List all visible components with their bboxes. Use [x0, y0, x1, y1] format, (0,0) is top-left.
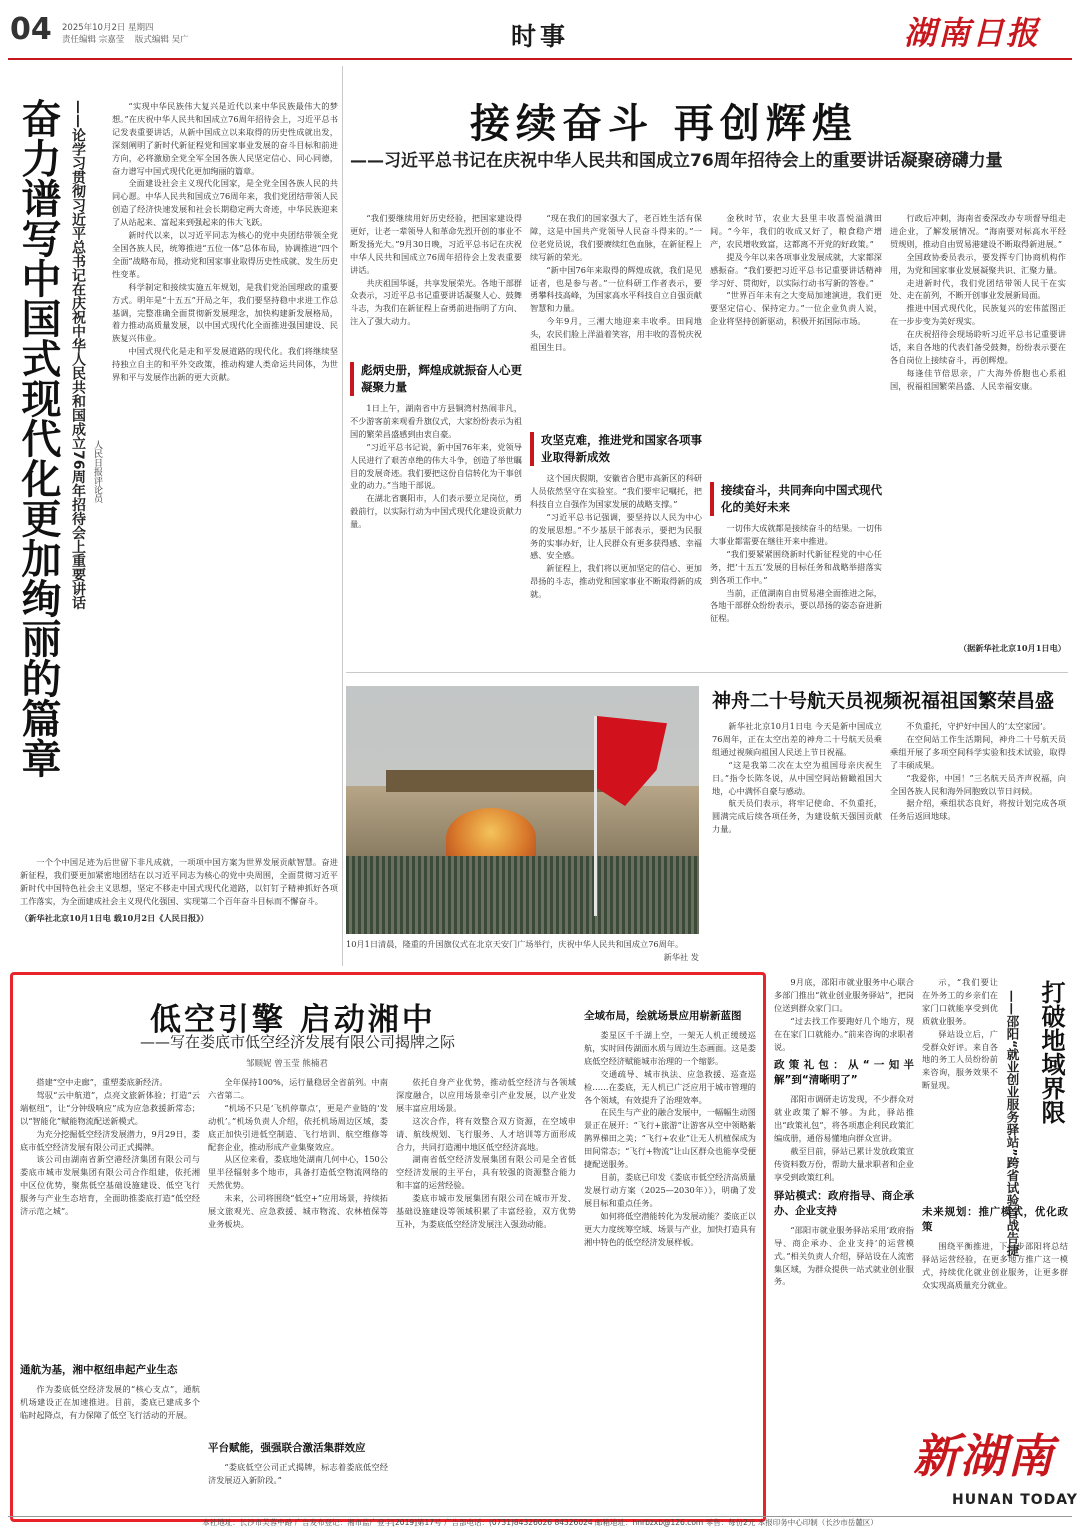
paragraph: 全国政协委员表示，要发挥专门协商机构作用，为党和国家事业发展凝聚共识、汇聚力量。 — [890, 251, 1066, 275]
feature-col-1b — [20, 1358, 200, 1512]
paragraph: 在庆祝招待会现场聆听习近平总书记重要讲话，来自各地的代表们备受鼓舞，纷纷表示要在各自岗位上接续奋斗，再创辉煌。 — [890, 329, 1066, 365]
paragraph: 娄星区千千湖上空，一架无人机正缓缓巡航，实时回传湖面水质与周边生态画面。这是娄底低空经济赋能城市治理的一个缩影。 — [584, 1030, 756, 1066]
paragraph: 湖南省低空经济发展集团有限公司是全省低空经济发展的主平台，具有较强的资源整合能力和丰富的运营经验。 — [396, 1154, 576, 1191]
photo-caption — [346, 938, 699, 964]
main-col-4 — [890, 212, 1066, 642]
paragraph: “机场不只是‘飞机停靠点’，更是产业链的‘发动机’。”机场负责人介绍，依托机场周边区域，娄底正加快引进低空制造、飞行培训、航空维修等配套企业，推动形成产业集聚效应。 — [208, 1102, 388, 1152]
right-article-body — [922, 976, 998, 1186]
commentary-body — [112, 100, 338, 840]
paragraph: “我爱你，中国！”三名航天员齐声祝福，向全国各族人民和海外同胞致以节日问候。 — [890, 772, 1066, 796]
paragraph: “世界百年未有之大变局加速演进，我们更要坚定信心、保持定力。”一位企业负责人说，企业将坚持创新驱动，积极开拓国际市场。 — [710, 290, 882, 327]
paragraph: 9月底，邵阳市就业服务中心联合多部门推出“就业创业服务驿站”，把岗位送到群众家门口。 — [774, 977, 914, 1013]
commentary-byline: 人民日报评论员 — [92, 440, 102, 503]
paragraph: 目前，娄底已印发《娄底市低空经济高质量发展行动方案（2025—2030年）》，明确了发展目标和重点任务。 — [584, 1171, 756, 1208]
paragraph: “邵阳市就业服务驿站采用‘政府指导、商企承办、企业支持’的运营模式。”相关负责人介绍，驿站设在人流密集区域，为群众提供一站式就业创业服务。 — [774, 1224, 914, 1287]
paragraph: 科学制定和接续实施五年规划，是我们党治国理政的重要方式。明年是“十五五”开局之年，我们要坚持稳中求进工作总基调，完整准确全面贯彻新发展理念，加快构建新发展格局，着力推动高质量发展，以中国式现代化全面推进强国建设、民族复兴伟业。 — [112, 281, 338, 344]
paragraph: 在空间站工作生活期间，神舟二十号航天员乘组开展了多项空间科学实验和技术试验，取得了丰硕成果。 — [890, 733, 1066, 770]
paragraph: 1日上午，湖南省中方县铜湾村热闹非凡，不少游客前来观看升旗仪式，大家纷纷表示为祖国的繁荣昌盛感到由衷自豪。 — [350, 403, 522, 439]
paragraph: 金秋时节，农业大县里丰收喜悦溢满田间。“今年，我们的收成又好了，粮食稳产增产，农民增收致富，这都离不开党的好政策。” — [710, 213, 882, 249]
paragraph: “新中国76年来取得的辉煌成就，我们是见证者，也是参与者。”一位科研工作者表示，要勇攀科技高峰，为国家高水平科技自立自强贡献智慧和力量。 — [530, 264, 702, 314]
hunan-today-logo: HUNAN TODAY — [952, 1492, 1078, 1508]
paragraph: 共庆祖国华诞，共享发展荣光。各地干部群众表示，习近平总书记重要讲话凝聚人心、鼓舞斗志，为我们在新征程上奋勇前进指明了方向、注入了强大动力。 — [350, 277, 522, 327]
paragraph: 行政后冲刺，海南省委深改办专项督导组走进企业，了解发展情况。“海南要对标高水平经贸规则，推动自由贸易港建设不断取得新进展。” — [890, 213, 1066, 249]
main-col-3b — [710, 522, 882, 672]
main-source-text: （据新华社北京10月1日电） — [958, 643, 1066, 653]
section-heading: 接续奋斗，共同奔向中国式现代化的美好未来 — [710, 482, 882, 516]
paragraph: 未来，公司将围绕“低空+”应用场景，持续拓展文旅观光、应急救援、城市物流、农林植保等业务板块。 — [208, 1193, 388, 1229]
commentary-body-bottom — [20, 856, 338, 960]
section-heading: 彪炳史册，辉煌成就振奋人心更凝聚力量 — [350, 362, 522, 396]
commentary-source: （新华社北京10月1日电 载10月2日《人民日报》） — [20, 912, 209, 923]
paragraph: 新时代以来，以习近平同志为核心的党中央团结带领全党全国各族人民，统筹推进“五位一体”总体布局，协调推进“四个全面”战略布局，推动党和国家事业取得历史性成就、发生历史性变革。 — [112, 230, 338, 279]
feature-col-2b — [208, 1436, 388, 1512]
column-rule — [342, 66, 343, 966]
flagpole — [594, 716, 597, 916]
paragraph: 搭建“空中走廊”，重塑娄底新经济。 — [36, 1077, 168, 1087]
paragraph: 驿站设立后，广受群众好评。来自各地的务工人员纷纷前来咨询，服务效果不断显现。 — [922, 1028, 998, 1091]
date-line: 2025年10月2日 星期四 — [62, 23, 154, 33]
main-col-2b — [530, 472, 702, 672]
paragraph: 这个国庆假期，安徽省合肥市高新区的科研人员依然坚守在实验室。“我们要牢记嘱托，把科技自立自强作为国家发展的战略支撑。” — [530, 473, 702, 509]
paragraph: 邵阳市调研走访发现，不少群众对就业政策了解不够。为此，驿站推出“政策礼包”，将各项惠企利民政策汇编成册，通俗易懂地向群众宣讲。 — [774, 1094, 914, 1144]
right-article-subtitle: ——邵阳“就业创业服务驿站”跨省试验首战告捷 — [1005, 990, 1020, 1257]
shenzhou-col-2 — [890, 720, 1066, 960]
paragraph: “现在我们的国家强大了，老百姓生活有保障，这是中国共产党领导人民奋斗得来的。”一位老党员说，我们要赓续红色血脉，在新征程上续写新的荣光。 — [530, 213, 702, 262]
photo-caption-text: 10月1日清晨，隆重的升国旗仪式在北京天安门广场举行，庆祝中华人民共和国成立76周年。 — [346, 939, 684, 949]
editor-line: 版式编辑 吴广 — [134, 35, 189, 45]
page-number: 04 — [10, 12, 52, 47]
paragraph: 为充分挖掘低空经济发展潜力，9月29日，娄底市低空经济发展有限公司正式揭牌。 — [20, 1128, 200, 1152]
paragraph: 提及今年以来各项事业发展成就，大家都深感振奋。“我们要把习近平总书记重要讲话精神学习好、贯彻好，以实际行动书写新的答卷。” — [710, 251, 882, 288]
feature-section-heading: 全域布局，绘就场景应用崭新蓝图 — [584, 1010, 742, 1022]
shenzhou-headline: 神舟二十号航天员视频祝福祖国繁荣昌盛 — [712, 690, 1055, 712]
side-section-heading: 政策礼包：从“一知半解”到“清晰明了” — [774, 1059, 914, 1087]
paragraph: “实现中华民族伟大复兴是近代以来中华民族最伟大的梦想。”在庆祝中华人民共和国成立76周年招待会上，习近平总书记发表重要讲话，从新中国成立以来取得的历史性成就出发，深刻阐明了新时代新征程党和国家事业发展的奋斗目标和前进方向，必将激励全党全军全国各族人民坚定信心、同心同德，奋力谱写中国式现代化更加绚丽的篇章。 — [112, 101, 338, 176]
side-column — [774, 976, 914, 1416]
paragraph: 全面建设社会主义现代化国家，是全党全国各族人民的共同心愿。中华人民共和国成立76周年来，我们党团结带领人民创造了经济快速发展和社会长期稳定两大奇迹，中华民族迎来了从站起来、富起来到强起来的伟大飞跃。 — [112, 178, 338, 228]
main-col-1 — [350, 212, 522, 360]
flag-raising-photo — [346, 686, 699, 934]
paragraph: 在湖北省襄阳市，人们表示要立足岗位，勇毅前行，以实际行动为中国式现代化建设贡献力量。 — [350, 493, 522, 530]
side-section-heading: 驿站模式：政府指导、商企承办、企业支持 — [774, 1189, 914, 1217]
section-name: 时事 — [510, 22, 569, 51]
paragraph: “我们要紧紧围绕新时代新征程党的中心任务，把‘十五五’发展的目标任务和战略举措落实到各项工作中。” — [710, 548, 882, 585]
paragraph: 依托自身产业优势，推动低空经济与各领域深度融合，以应用场景牵引产业发展，以产业发展丰富应用场景。 — [396, 1077, 576, 1113]
section-heading: 攻坚克难，推进党和国家各项事业取得新成效 — [530, 432, 702, 466]
feature-col-1 — [20, 1076, 200, 1354]
right-section-heading: 未来规划：推广模式，优化政策 — [922, 1206, 1068, 1233]
xinhunan-logo: 新湖南 — [913, 1429, 1054, 1483]
commentary-subtitle: ——论学习贯彻习近平总书记在庆祝中华人民共和国成立76周年招待会上重要讲话 — [70, 100, 86, 610]
paragraph: 今年9月，三湘大地迎来丰收季。田间地头，农民们脸上洋溢着笑容，用丰收的喜悦庆祝祖国生日。 — [530, 316, 702, 353]
section-rule — [346, 672, 1068, 673]
paragraph: 这次合作，将有效整合双方资源，在空域申请、航线规划、飞行服务、人才培训等方面形成合力，共同打造湘中地区低空经济高地。 — [396, 1115, 576, 1152]
paragraph: 如何将低空潜能转化为发展动能？娄底正以更大力度统筹空域、场景与产业，加快打造具有湘中特色的低空经济发展样板。 — [584, 1210, 756, 1247]
footer-text: 本社地址：长沙市芙蓉中路 广告发布登记：湘市监广登字[2019]第17号 广告部电话：(0731)84326026 84326024 邮箱地址：hnrbzxb@126.com 零售：每份2元 本报印务中心印制（长沙市岳麓区） — [202, 1518, 878, 1527]
feature-col-2 — [208, 1076, 388, 1434]
feature-subheadline: ——写在娄底市低空经济发展有限公司揭牌之际 — [140, 1033, 456, 1051]
paragraph: 围绕平衡推进，下一步邵阳将总结驿站运营经验，在更多地方推广这一模式，持续优化就业创业服务，让更多群众实现高质量充分就业。 — [922, 1241, 1068, 1290]
paragraph: 一个个中国足迹为后世留下非凡成就，一项项中国方案为世界发展贡献智慧。奋进新征程，我们要更加紧密地团结在以习近平同志为核心的党中央周围，全面贯彻习近平新时代中国特色社会主义思想，坚定不移走中国式现代化道路，以钉钉子精神抓好各项工作落实，为全面建成社会主义现代化强国、实现第二个百年奋斗目标而不懈奋斗。 — [20, 857, 338, 906]
crowd — [346, 856, 699, 934]
paragraph: 交通疏导、城市执法、应急救援、巡查巡检……在娄底，无人机已广泛应用于城市管理的各个领域，有效提升了治理效率。 — [584, 1068, 756, 1105]
paragraph: 从区位来看，娄底地处湖南几何中心，150公里半径辐射多个地市，具备打造低空物流网络的天然优势。 — [208, 1154, 388, 1191]
paragraph: 示，“我们要让在外务工的乡亲们在家门口就能享受到优质就业服务。 — [922, 977, 998, 1026]
paragraph: 新华社北京10月1日电 今天是新中国成立76周年，正在太空出差的神舟二十号航天员乘组通过视频向祖国人民送上节日祝福。 — [712, 721, 882, 757]
paragraph: 航天员们表示，将牢记使命、不负重托，圆满完成后续各项任务，为建设航天强国贡献力量。 — [712, 798, 882, 835]
paragraph: 新征程上，我们将以更加坚定的信心、更加昂扬的斗志，推动党和国家事业不断取得新的成就。 — [530, 563, 702, 600]
paragraph: “习近平总书记说，新中国76年来，党领导人民进行了艰苦卓绝的伟大斗争，创造了举世瞩目的发展奇迹。我们要把这份自信转化为干事创业的动力。”当地干部说。 — [350, 441, 522, 491]
right-article-title: 打破地域界限 — [1037, 980, 1066, 1124]
shenzhou-col-1 — [712, 720, 882, 960]
feature-section-heading: 通航为基，湘中枢纽串起产业生态 — [20, 1364, 178, 1376]
paragraph: 作为娄底低空经济发展的“核心支点”，通航机场建设正在加速推进。目前，娄底已建成多个临时起降点，有力保障了低空飞行活动的开展。 — [20, 1384, 200, 1420]
paragraph: 推进中国式现代化，民族复兴的宏伟蓝图正在一步步变为美好现实。 — [890, 303, 1066, 327]
paragraph: “我们要继续用好历史经验，把国家建设得更好，让老一辈领导人和革命先烈开创的事业不断发扬光大。”9月30日晚，习近平总书记在庆祝中华人民共和国成立76周年招待会上发表重要讲话。 — [350, 213, 522, 275]
main-col-2 — [530, 212, 702, 424]
main-subheadline: ——习近平总书记在庆祝中华人民共和国成立76周年招待会上的重要讲话凝聚磅礴力量 — [350, 151, 1003, 171]
paragraph: 该公司由湖南省新空港经济集团有限公司与娄底市城市发展集团有限公司合作组建，依托湘中区位优势，聚焦低空基础设施建设、低空飞行服务与产业生态培育，全面助推娄底打造“低空经济示范之城”。 — [20, 1154, 200, 1217]
paragraph: 全年保持100%，运行量稳居全省前列。中南六省第二。 — [208, 1077, 388, 1100]
right-article-body-2 — [922, 1200, 1068, 1412]
page-footer — [8, 1516, 1072, 1530]
paragraph: 在民生与产业的融合发展中，一幅幅生动图景正在展开：“飞行+旅游”让游客从空中领略紫鹊界梯田之美；“飞行+农业”让无人机植保成为田间常态；“飞行+物流”让山区群众也能享受便捷配送服务。 — [584, 1107, 756, 1170]
paragraph: 中国式现代化是走和平发展道路的现代化。我们将继续坚持独立自主的和平外交政策，推动构建人类命运共同体，为世界和平与发展作出新的更大贡献。 — [112, 346, 338, 383]
feature-section-heading: 平台赋能，强强联合激活集群效应 — [208, 1442, 366, 1454]
paragraph: 每逢佳节倍思亲，广大海外侨胞也心系祖国，祝福祖国繁荣昌盛、人民幸福安康。 — [890, 367, 1066, 391]
paragraph: 据介绍，乘组状态良好，将按计划完成各项任务后返回地球。 — [890, 798, 1066, 822]
page-header — [0, 0, 1080, 62]
paragraph: 一切伟大成就都是接续奋斗的结果。一切伟大事业都需要在继往开来中推进。 — [710, 523, 882, 546]
paragraph: “过去找工作要跑好几个地方，现在在家门口就能办。”前来咨询的求职者说。 — [774, 1015, 914, 1052]
feature-byline: 邹顺妮 曾玉莹 熊楠君 — [246, 1059, 328, 1069]
masthead-logo: 湖南日报 — [903, 14, 1040, 52]
paragraph: 驾驭“云中航道”，点亮文旅新体验；打造“云端枢纽”，让“分钟级响应”成为应急救援新常态；以“智能化”赋能物流配送新模式。 — [20, 1089, 200, 1126]
commentary-title: 奋力谱写中国式现代化更加绚丽的篇章 — [15, 98, 62, 778]
paragraph: 娄底市城市发展集团有限公司在城市开发、基础设施建设等领域积累了丰富经验，双方优势互补，为娄底低空经济发展注入强劲动能。 — [396, 1193, 576, 1229]
paragraph: 截至目前，驿站已累计发放政策宣传资料数万份，帮助大量求职者和企业享受到政策红利。 — [774, 1146, 914, 1182]
paragraph: 走进新时代，我们党团结带领人民干在实处、走在前列，不断开创事业发展新局面。 — [890, 277, 1066, 301]
feature-headline: 低空引擎 启动湘中 — [150, 1002, 436, 1038]
main-source — [890, 642, 1066, 658]
paragraph: 当前，正值湖南自由贸易港全面推进之际，各地干部群众纷纷表示，要以昂扬的姿态奋进新征程。 — [710, 587, 882, 624]
paragraph: “这是我第二次在太空为祖国母亲庆祝生日。”指令长陈冬说，从中国空间站俯瞰祖国大地，心中满怀自豪与感动。 — [712, 759, 882, 796]
main-headline: 接续奋斗 再创辉煌 — [470, 101, 858, 147]
header-rule — [8, 58, 1072, 60]
paragraph: “习近平总书记强调，要坚持以人民为中心的发展思想。”不少基层干部表示，要把为民服务的实事办好，让人民群众有更多获得感、幸福感、安全感。 — [530, 511, 702, 561]
paragraph: “娄底低空公司正式揭牌，标志着娄底低空经济发展迈入新阶段。” — [208, 1462, 388, 1485]
editor-line: 责任编辑 宗嘉莹 — [62, 35, 125, 45]
main-col-3 — [710, 212, 882, 474]
feature-col-3 — [396, 1076, 576, 1512]
main-col-1b — [350, 402, 522, 672]
tiananmen-roof — [386, 770, 606, 792]
paragraph: 不负重托，守护好中国人的‘太空家园’。 — [906, 721, 1051, 731]
photo-credit: 新华社 发 — [663, 952, 699, 962]
feature-col-4 — [584, 1004, 756, 1512]
